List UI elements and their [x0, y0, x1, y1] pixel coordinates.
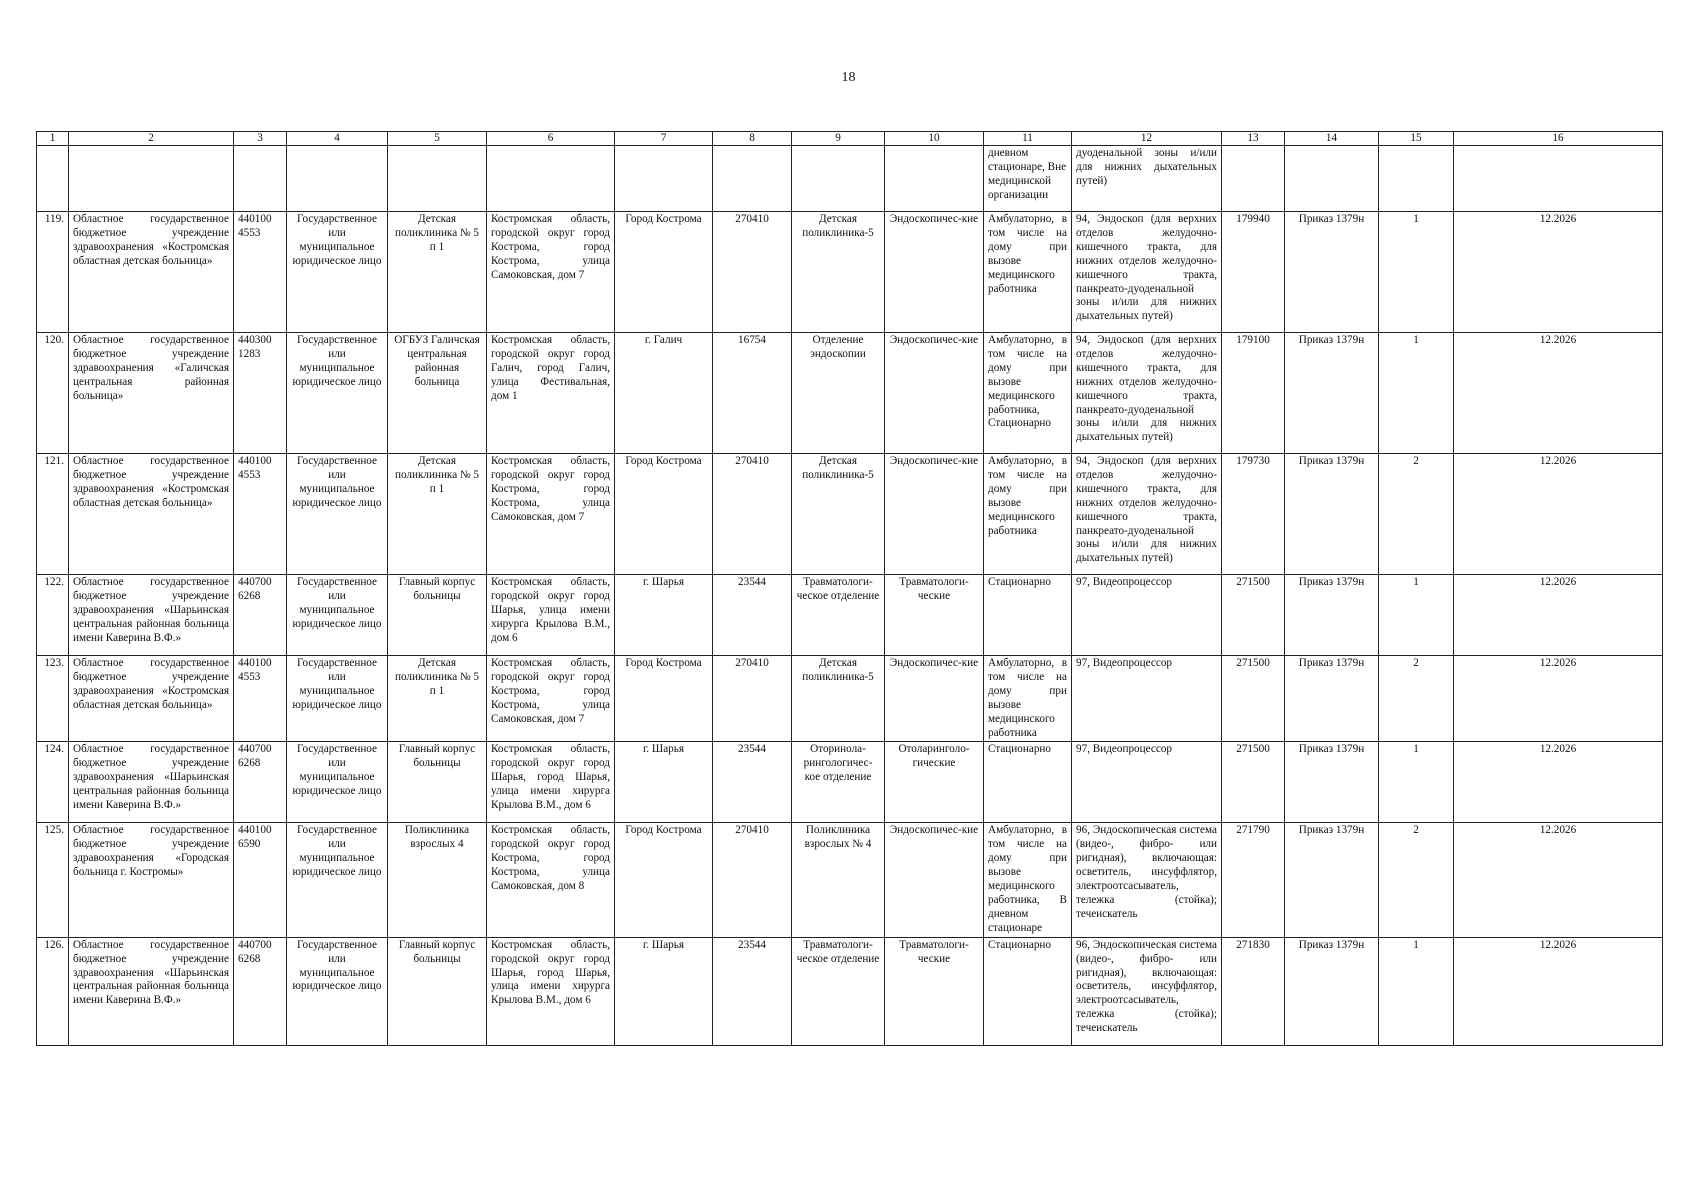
column-number: 7 — [615, 132, 713, 146]
due-date-cell: 12.2026 — [1454, 742, 1663, 823]
address-cell: Костромская область, городской округ город Шарья, город Шарья, улица имени хирурга Крылова В.М., дом 6 — [487, 742, 615, 823]
quantity-cell: 2 — [1379, 656, 1454, 742]
column-number: 11 — [984, 132, 1072, 146]
organization-name-cell: Областное государственное бюджетное учреждение здравоохранения «Костромская областная детская больница» — [69, 454, 234, 575]
continuation-row — [37, 146, 1663, 212]
row-number-cell: 125. — [37, 823, 69, 937]
subdivision-cell: Детская поликлиника № 5 п 1 — [388, 656, 487, 742]
quantity-cell: 1 — [1379, 742, 1454, 823]
legal-form-cell: Государственное или муниципальное юридическое лицо — [287, 656, 388, 742]
order-reference-cell: Приказ 1379н — [1285, 454, 1379, 575]
row-number-cell: 119. — [37, 212, 69, 333]
equipment-table — [36, 131, 1663, 1046]
page-number: 18 — [841, 70, 856, 85]
department-cell: Детская поликлиника-5 — [792, 656, 885, 742]
order-reference-cell: Приказ 1379н — [1285, 656, 1379, 742]
row-number-cell: 126. — [37, 937, 69, 1045]
locality-code-cell: 270410 — [713, 454, 792, 575]
quantity-cell: 1 — [1379, 333, 1454, 454]
org-code-cell: 440700 6268 — [234, 742, 287, 823]
profile-cell: Отоларинголо-гические — [885, 742, 984, 823]
due-date-cell: 12.2026 — [1454, 937, 1663, 1045]
department-cell: Детская поликлиника-5 — [792, 454, 885, 575]
org-code-cell: 440100 4553 — [234, 212, 287, 333]
equipment-cell: 96, Эндоскопическая система (видео-, фибро- или ригидная), включающая: осветитель, инсуффлятор, электроотсасыватель, тележка (стойка); течеискатель — [1072, 937, 1222, 1045]
column-number: 15 — [1379, 132, 1454, 146]
conditions-cell: дневном стационаре, Вне медицинской организации — [984, 146, 1072, 212]
department-cell: Травматологи-ческое отделение — [792, 575, 885, 656]
legal-form-cell: Государственное или муниципальное юридическое лицо — [287, 575, 388, 656]
column-number: 4 — [287, 132, 388, 146]
equipment-cell: 94, Эндоскоп (для верхних отделов желудочно-кишечного тракта, для нижних отделов желудочно-кишечного тракта, панкреато-дуоденальной зоны и/или для нижних дыхательных путей) — [1072, 212, 1222, 333]
profile-cell: Эндоскопичес-кие — [885, 656, 984, 742]
row-number-cell: 123. — [37, 656, 69, 742]
address-cell: Костромская область, городской округ город Кострома, город Кострома, улица Самоковская, дом 7 — [487, 212, 615, 333]
locality-code-cell: 23544 — [713, 937, 792, 1045]
quantity-cell: 1 — [1379, 937, 1454, 1045]
organization-name-cell: Областное государственное бюджетное учреждение здравоохранения «Шарьинская центральная районная больница имени Каверина В.Ф.» — [69, 575, 234, 656]
org-code-cell: 440300 1283 — [234, 333, 287, 454]
due-date-cell: 12.2026 — [1454, 454, 1663, 575]
subdivision-cell: Главный корпус больницы — [388, 575, 487, 656]
equipment-id-cell: 271500 — [1222, 656, 1285, 742]
equipment-id-cell: 271790 — [1222, 823, 1285, 937]
quantity-cell: 1 — [1379, 575, 1454, 656]
org-code-cell: 440100 4553 — [234, 454, 287, 575]
department-cell: Отделение эндоскопии — [792, 333, 885, 454]
subdivision-cell: ОГБУЗ Галичская центральная районная больница — [388, 333, 487, 454]
subdivision-cell: Главный корпус больницы — [388, 742, 487, 823]
due-date-cell: 12.2026 — [1454, 823, 1663, 937]
locality-code-cell: 270410 — [713, 823, 792, 937]
due-date-cell: 12.2026 — [1454, 575, 1663, 656]
column-number: 9 — [792, 132, 885, 146]
column-number: 16 — [1454, 132, 1663, 146]
locality-code-cell: 16754 — [713, 333, 792, 454]
column-number: 12 — [1072, 132, 1222, 146]
table-row — [37, 937, 1663, 1045]
care-conditions-cell: Амбулаторно, в том числе на дому при вызове медицинского работника, В дневном стационаре — [984, 823, 1072, 937]
table-row — [37, 656, 1663, 742]
table-row — [37, 823, 1663, 937]
address-cell: Костромская область, городской округ город Галич, город Галич, улица Фестивальная, дом 1 — [487, 333, 615, 454]
equipment-id-cell: 179100 — [1222, 333, 1285, 454]
care-conditions-cell: Амбулаторно, в том числе на дому при вызове медицинского работника — [984, 656, 1072, 742]
subdivision-cell: Детская поликлиника № 5 п 1 — [388, 454, 487, 575]
profile-cell: Эндоскопичес-кие — [885, 454, 984, 575]
address-cell: Костромская область, городской округ город Шарья, улица имени хирурга Крылова В.М., дом 6 — [487, 575, 615, 656]
legal-form-cell: Государственное или муниципальное юридическое лицо — [287, 742, 388, 823]
address-cell: Костромская область, городской округ город Шарья, город Шарья, улица имени хирурга Крылова В.М., дом 6 — [487, 937, 615, 1045]
legal-form-cell: Государственное или муниципальное юридическое лицо — [287, 333, 388, 454]
column-number: 3 — [234, 132, 287, 146]
locality-cell: Город Кострома — [615, 656, 713, 742]
table-row — [37, 742, 1663, 823]
subdivision-cell: Главный корпус больницы — [388, 937, 487, 1045]
equipment-id-cell: 179940 — [1222, 212, 1285, 333]
profile-cell: Эндоскопичес-кие — [885, 212, 984, 333]
locality-cell: г. Шарья — [615, 575, 713, 656]
locality-cell: г. Шарья — [615, 742, 713, 823]
locality-code-cell: 270410 — [713, 212, 792, 333]
equipment-id-cell: 271830 — [1222, 937, 1285, 1045]
order-reference-cell: Приказ 1379н — [1285, 742, 1379, 823]
equipment-cell: дуоденальной зоны и/или для нижних дыхательных путей) — [1072, 146, 1222, 212]
org-code-cell: 440100 4553 — [234, 656, 287, 742]
locality-cell: Город Кострома — [615, 212, 713, 333]
column-number: 2 — [69, 132, 234, 146]
due-date-cell: 12.2026 — [1454, 333, 1663, 454]
order-reference-cell: Приказ 1379н — [1285, 575, 1379, 656]
equipment-cell: 94, Эндоскоп (для верхних отделов желудочно-кишечного тракта, для нижних отделов желудочно-кишечного тракта, панкреато-дуоденальной зоны и/или для нижних дыхательных путей) — [1072, 454, 1222, 575]
care-conditions-cell: Стационарно — [984, 742, 1072, 823]
organization-name-cell: Областное государственное бюджетное учреждение здравоохранения «Шарьинская центральная районная больница имени Каверина В.Ф.» — [69, 937, 234, 1045]
subdivision-cell: Поликлиника взрослых 4 — [388, 823, 487, 937]
column-number: 1 — [37, 132, 69, 146]
row-number-cell: 121. — [37, 454, 69, 575]
department-cell: Поликлиника взрослых № 4 — [792, 823, 885, 937]
equipment-id-cell: 271500 — [1222, 742, 1285, 823]
org-code-cell: 440700 6268 — [234, 937, 287, 1045]
organization-name-cell: Областное государственное бюджетное учреждение здравоохранения «Шарьинская центральная районная больница имени Каверина В.Ф.» — [69, 742, 234, 823]
address-cell: Костромская область, городской округ город Кострома, город Кострома, улица Самоковская, дом 7 — [487, 454, 615, 575]
address-cell: Костромская область, городской округ город Кострома, город Кострома, улица Самоковская, дом 8 — [487, 823, 615, 937]
column-number: 6 — [487, 132, 615, 146]
legal-form-cell: Государственное или муниципальное юридическое лицо — [287, 823, 388, 937]
row-number-cell: 120. — [37, 333, 69, 454]
quantity-cell: 2 — [1379, 823, 1454, 937]
profile-cell: Эндоскопичес-кие — [885, 823, 984, 937]
subdivision-cell: Детская поликлиника № 5 п 1 — [388, 212, 487, 333]
locality-code-cell: 23544 — [713, 742, 792, 823]
legal-form-cell: Государственное или муниципальное юридическое лицо — [287, 454, 388, 575]
order-reference-cell: Приказ 1379н — [1285, 212, 1379, 333]
order-reference-cell: Приказ 1379н — [1285, 333, 1379, 454]
organization-name-cell: Областное государственное бюджетное учреждение здравоохранения «Костромская областная детская больница» — [69, 212, 234, 333]
order-reference-cell: Приказ 1379н — [1285, 823, 1379, 937]
column-number: 5 — [388, 132, 487, 146]
table-row — [37, 575, 1663, 656]
column-number: 10 — [885, 132, 984, 146]
row-number-cell: 124. — [37, 742, 69, 823]
column-number: 8 — [713, 132, 792, 146]
column-number: 14 — [1285, 132, 1379, 146]
locality-cell: г. Шарья — [615, 937, 713, 1045]
table-row — [37, 212, 1663, 333]
locality-code-cell: 23544 — [713, 575, 792, 656]
department-cell: Детская поликлиника-5 — [792, 212, 885, 333]
department-cell: Травматологи-ческое отделение — [792, 937, 885, 1045]
due-date-cell: 12.2026 — [1454, 212, 1663, 333]
organization-name-cell: Областное государственное бюджетное учреждение здравоохранения «Галичская центральная районная больница» — [69, 333, 234, 454]
department-cell: Оторинола-рингологичес-кое отделение — [792, 742, 885, 823]
equipment-cell: 97, Видеопроцессор — [1072, 742, 1222, 823]
equipment-cell: 94, Эндоскоп (для верхних отделов желудочно-кишечного тракта, для нижних отделов желудочно-кишечного тракта, панкреато-дуоденальной зоны и/или для нижних дыхательных путей) — [1072, 333, 1222, 454]
legal-form-cell: Государственное или муниципальное юридическое лицо — [287, 212, 388, 333]
profile-cell: Травматологи-ческие — [885, 575, 984, 656]
equipment-cell: 97, Видеопроцессор — [1072, 575, 1222, 656]
org-code-cell: 440100 6590 — [234, 823, 287, 937]
quantity-cell: 1 — [1379, 212, 1454, 333]
quantity-cell: 2 — [1379, 454, 1454, 575]
locality-code-cell: 270410 — [713, 656, 792, 742]
care-conditions-cell: Амбулаторно, в том числе на дому при вызове медицинского работника — [984, 212, 1072, 333]
care-conditions-cell: Амбулаторно, в том числе на дому при вызове медицинского работника — [984, 454, 1072, 575]
table-row — [37, 333, 1663, 454]
care-conditions-cell: Стационарно — [984, 575, 1072, 656]
column-number: 13 — [1222, 132, 1285, 146]
org-code-cell: 440700 6268 — [234, 575, 287, 656]
address-cell: Костромская область, городской округ город Кострома, город Кострома, улица Самоковская, дом 7 — [487, 656, 615, 742]
column-number-row — [37, 132, 1663, 146]
order-reference-cell: Приказ 1379н — [1285, 937, 1379, 1045]
locality-cell: Город Кострома — [615, 454, 713, 575]
organization-name-cell: Областное государственное бюджетное учреждение здравоохранения «Костромская областная детская больница» — [69, 656, 234, 742]
due-date-cell: 12.2026 — [1454, 656, 1663, 742]
equipment-cell: 97, Видеопроцессор — [1072, 656, 1222, 742]
legal-form-cell: Государственное или муниципальное юридическое лицо — [287, 937, 388, 1045]
equipment-id-cell: 179730 — [1222, 454, 1285, 575]
care-conditions-cell: Амбулаторно, в том числе на дому при вызове медицинского работника, Стационарно — [984, 333, 1072, 454]
table-row — [37, 454, 1663, 575]
profile-cell: Травматологи-ческие — [885, 937, 984, 1045]
row-number-cell: 122. — [37, 575, 69, 656]
equipment-id-cell: 271500 — [1222, 575, 1285, 656]
organization-name-cell: Областное государственное бюджетное учреждение здравоохранения «Городская больница г. Костромы» — [69, 823, 234, 937]
locality-cell: г. Галич — [615, 333, 713, 454]
locality-cell: Город Кострома — [615, 823, 713, 937]
care-conditions-cell: Стационарно — [984, 937, 1072, 1045]
profile-cell: Эндоскопичес-кие — [885, 333, 984, 454]
equipment-cell: 96, Эндоскопическая система (видео-, фибро- или ригидная), включающая: осветитель, инсуффлятор, электроотсасыватель, тележка (стойка); течеискатель — [1072, 823, 1222, 937]
